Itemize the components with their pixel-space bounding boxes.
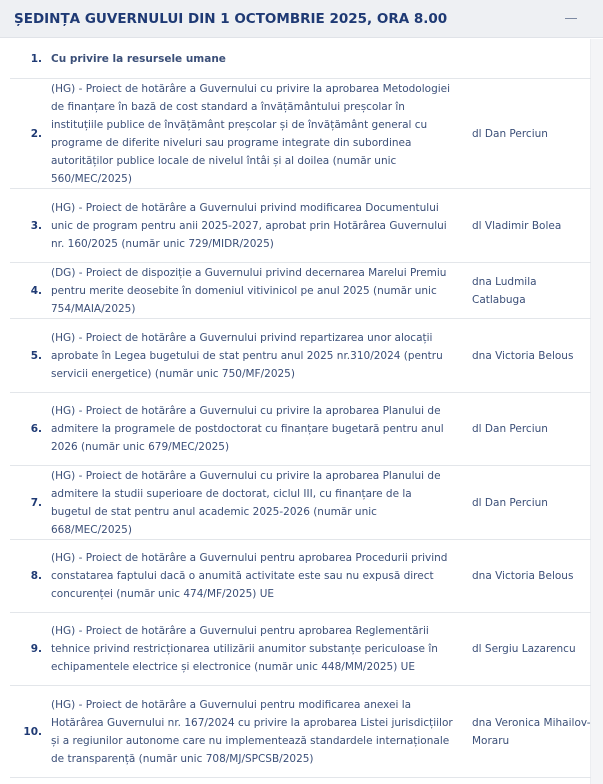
agenda-row (10, 189, 591, 263)
row-text: (HG) - Proiect de hotărâre a Guvernului cu privire la aprobarea Planului de admitere la studii superioare de doctorat, ciclul III, cu finanțare de la bugetul de stat pentru anul academic 2025-2026 (număr unic 668/MEC/2025) (51, 469, 441, 536)
collapse-icon[interactable] (565, 13, 577, 25)
agenda-row (10, 540, 591, 613)
row-responsible: dl Dan Perciun (472, 423, 548, 435)
row-number: 3. (30, 219, 42, 232)
row-number: 2. (30, 127, 42, 140)
row-number: 6. (30, 423, 42, 435)
row-text: (HG) - Proiect de hotărâre a Guvernului privind modificarea Documentului unic de program pentru anii 2025-2027, aprobat prin Hotărârea Guvernului nr. 160/2025 (număr unic 729/MIDR/2025) (51, 201, 447, 250)
row-text: (HG) - Proiect de hotărâre a Guvernului privind repartizarea unor alocații aprobate în Legea bugetului de stat pentru anul 2025 nr.310/2024 (pentru servicii energetice) (număr unic 750/MF/2025) (51, 331, 443, 380)
row-text: (HG) - Proiect de hotărâre a Guvernului pentru aprobarea Reglementării tehnice privind restricționarea utilizării anumitor substanțe periculoase în echipamentele electrice și electronice (număr unic 448/MM/2025) UE (51, 625, 438, 673)
row-text: (HG) - Proiect de hotărâre a Guvernului cu privire la aprobarea Metodologiei de finanțare în bază de cost standard a învățământului preșcolar în instituțiile publice de învățământ preșcolar și de învățământ general cu programe de diferite niveluri sau programe integrate din subordinea autorităților publice locale de nivelul întâi și al doilea (număr unic 560/MEC/2025) (51, 82, 451, 185)
row-responsible: dna Ludmila Catlabuga (472, 275, 537, 306)
row-responsible: dna Veronica Mihailov-Moraru (472, 716, 591, 747)
row-text: (HG) - Proiect de hotărâre a Guvernului cu privire la aprobarea Planului de admitere la programele de postdoctorat cu finanțare bugetară pentru anul 2026 (număr unic 679/MEC/2025) (51, 405, 444, 453)
row-responsible: dl Vladimir Bolea (472, 219, 562, 232)
agenda-row (10, 263, 591, 319)
row-number: 10. (23, 725, 42, 738)
row-number: 1. (30, 52, 42, 65)
agenda-row (10, 613, 591, 686)
agenda-row (10, 466, 591, 540)
row-number: 8. (30, 570, 42, 582)
page-title: ȘEDINȚA GUVERNULUI DIN 1 OCTOMBRIE 2025, ORA 8.00 (14, 10, 448, 27)
agenda-row (10, 686, 591, 778)
agenda-row (10, 393, 591, 466)
row-text: (DG) - Proiect de dispoziție a Guvernului privind decernarea Marelui Premiu pentru merite deosebite în domeniul vitivinicol pe anul 2025 (număr unic 754/MAIA/2025) (51, 266, 447, 315)
agenda-row (10, 79, 591, 189)
row-text: Cu privire la resursele umane (51, 52, 226, 65)
row-responsible: dl Sergiu Lazarencu (472, 643, 576, 655)
row-responsible: dl Dan Perciun (472, 496, 548, 509)
row-text: (HG) - Proiect de hotărâre a Guvernului pentru aprobarea Procedurii privind constatarea faptului dacă o anumită activitate este sau nu expusă direct concurenței (număr unic 474/MF/2025) UE (51, 552, 448, 600)
row-number: 4. (30, 284, 42, 297)
row-responsible: dl Dan Perciun (472, 127, 548, 140)
agenda-row (10, 39, 591, 79)
row-text: (HG) - Proiect de hotărâre a Guvernului pentru modificarea anexei la Hotărârea Guvernului nr. 167/2024 cu privire la aprobarea Listei jurisdicțiilor și a regiunilor autonome care nu implementează standardele internaționale de transparență (număr unic 708/MJ/SPCSB/2025) (51, 698, 453, 765)
agenda-row (10, 319, 591, 393)
row-number: 7. (30, 496, 42, 509)
row-responsible: dna Victoria Belous (472, 349, 574, 362)
agenda-list (0, 39, 603, 778)
row-number: 9. (30, 643, 42, 655)
row-number: 5. (30, 349, 42, 362)
agenda-header[interactable] (0, 0, 603, 38)
row-responsible: dna Victoria Belous (472, 570, 574, 582)
